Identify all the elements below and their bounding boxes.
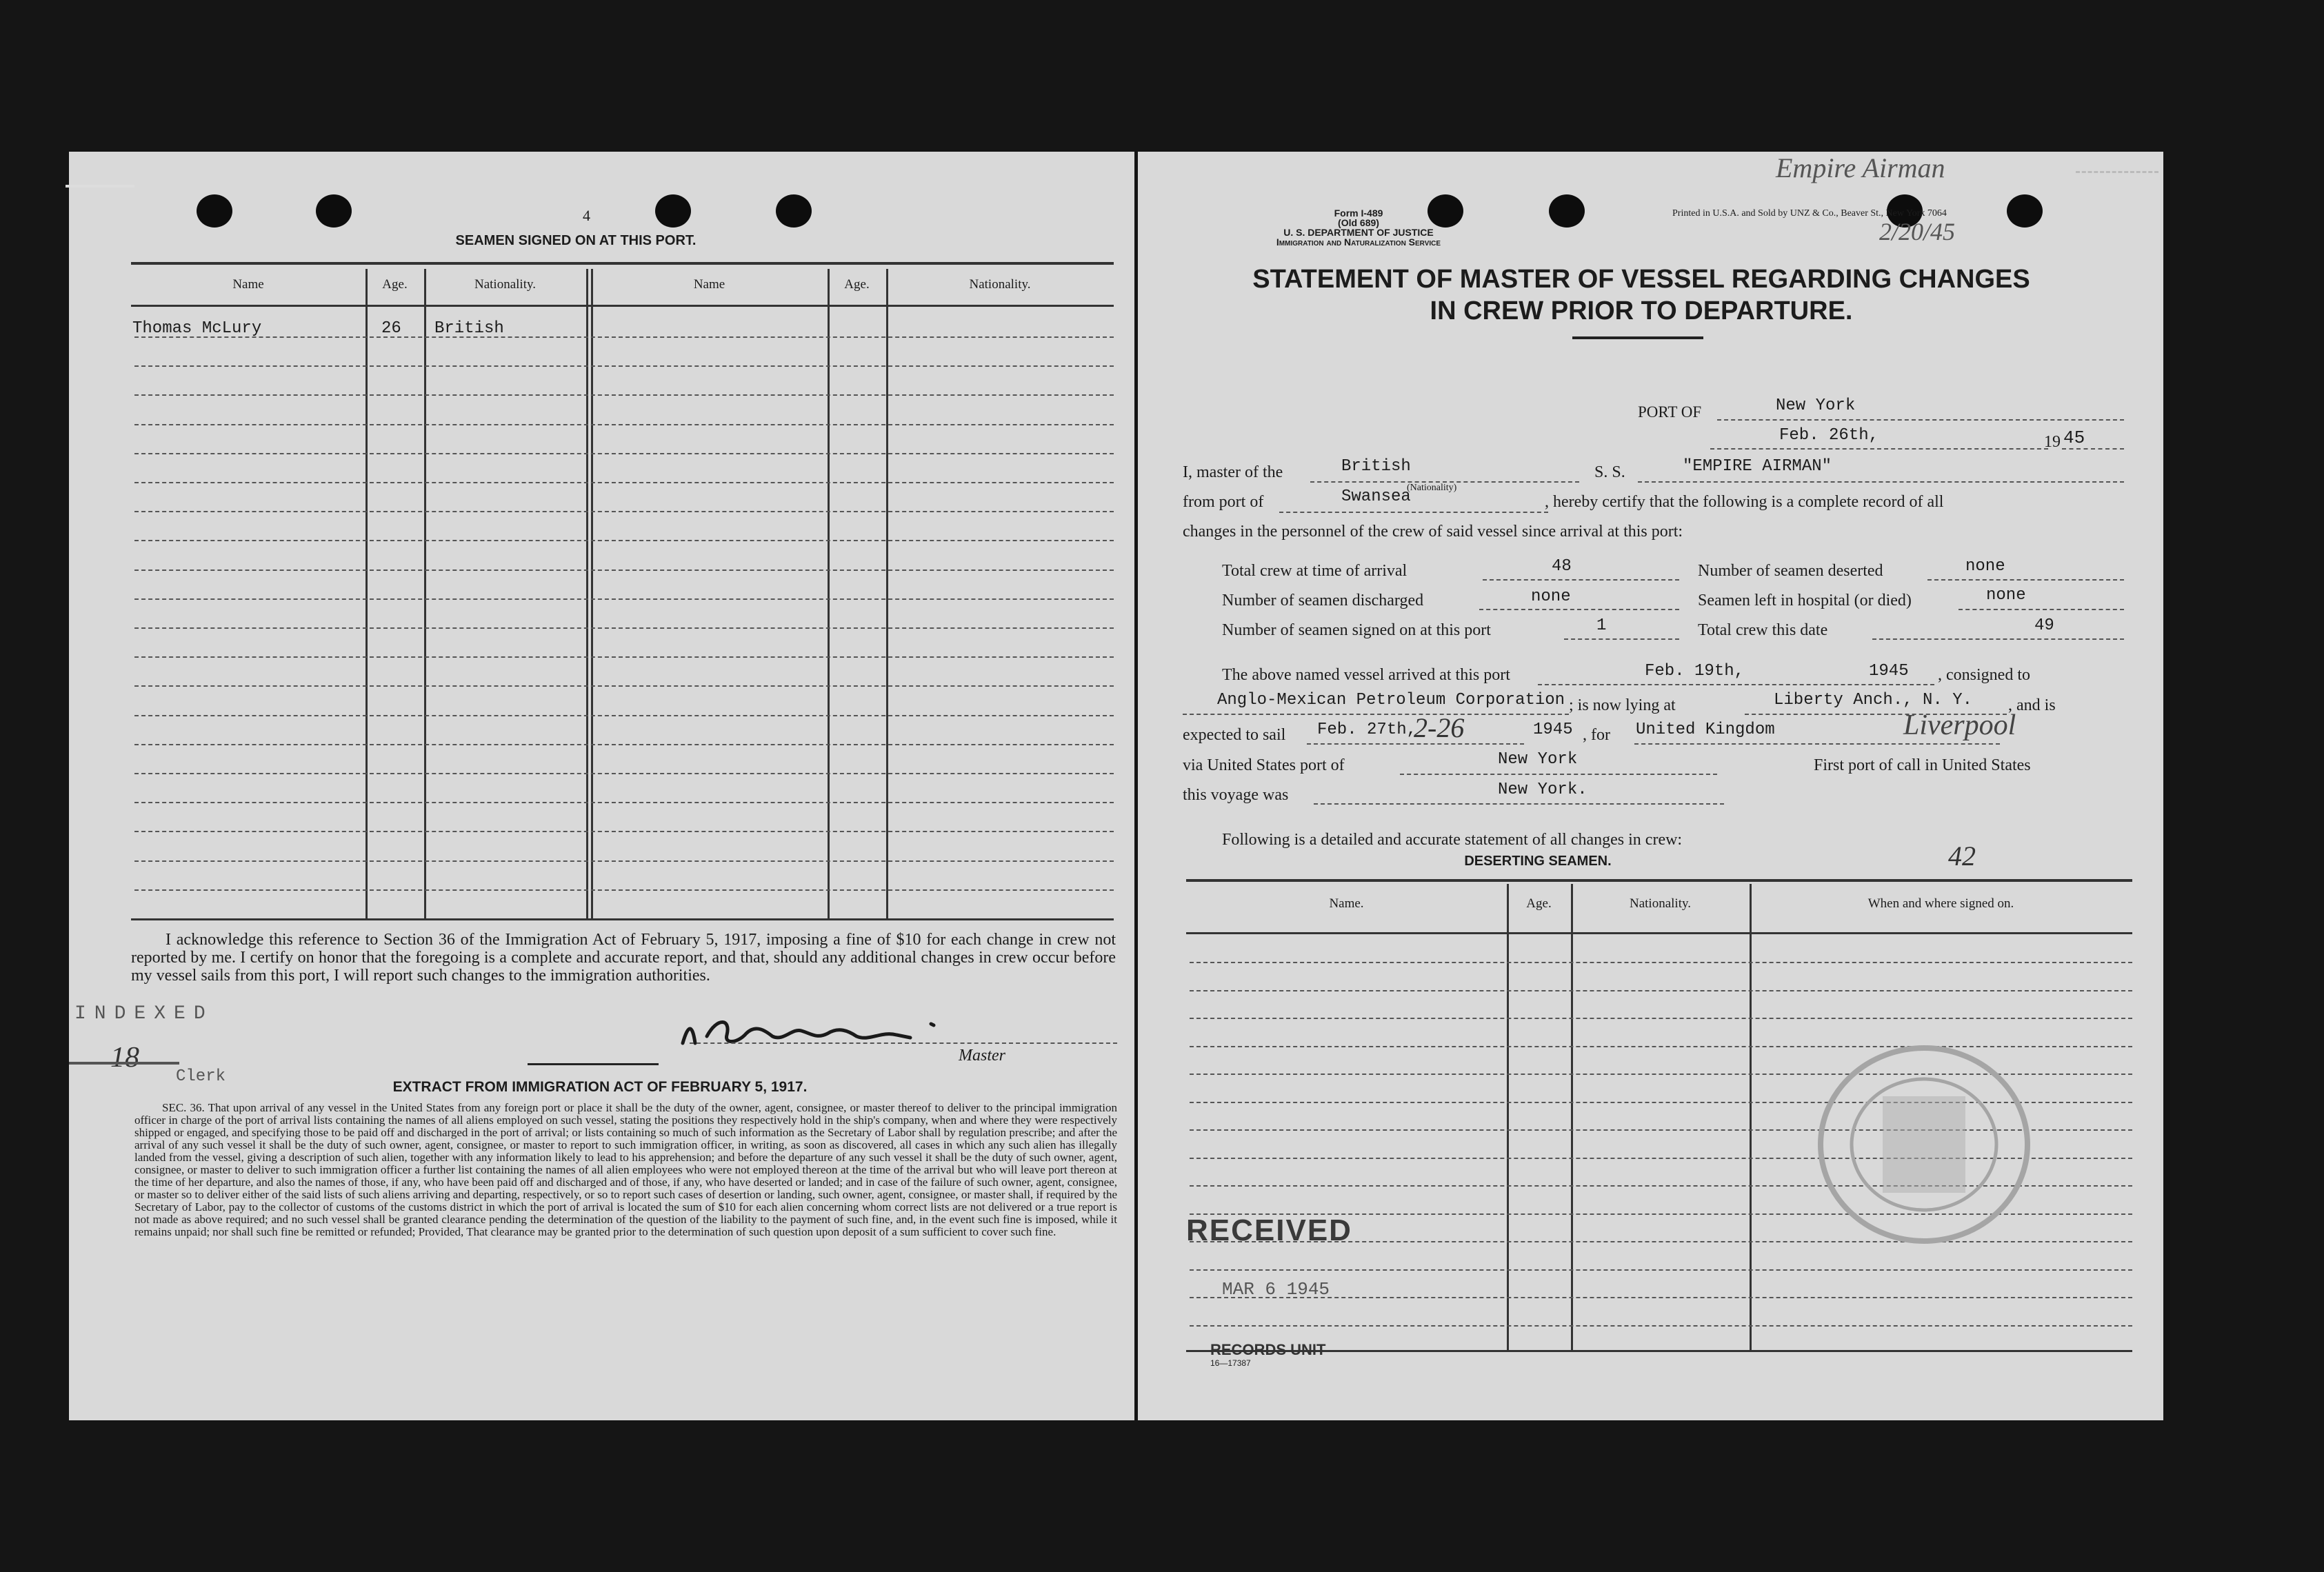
received-circular-stamp [1807, 1034, 2041, 1255]
signed-on-label: Number of seamen signed on at this port [1222, 621, 1491, 639]
hospital-label: Seamen left in hospital (or died) [1698, 592, 1912, 609]
form-title-line2: IN CREW PRIOR TO DEPARTURE. [1430, 296, 1853, 325]
received-date: MAR 6 1945 [1222, 1279, 1330, 1300]
arrived-label: The above named vessel arrived at this port [1222, 666, 1510, 684]
total-date-line [1872, 638, 2124, 640]
extract-title: EXTRACT FROM IMMIGRATION ACT OF FEBRUARY 5, 1917. [392, 1079, 808, 1095]
expected-line [1307, 743, 1524, 745]
table-row-line [134, 685, 1114, 687]
table-row-line [1190, 1297, 2132, 1298]
column-header: Age. [382, 277, 408, 292]
left-page [69, 152, 1134, 1420]
voyage-label: this voyage was [1183, 786, 1289, 804]
table-cell-nationality: British [434, 319, 504, 338]
first-port-label: First port of call in United States [1814, 756, 2031, 774]
table-row-line [134, 511, 1114, 512]
arrived-year-line [1724, 684, 1934, 685]
table-row-line [134, 424, 1114, 425]
handwritten-date: 2/20/45 [1879, 218, 1956, 245]
table-cell-name: Thomas McLury [132, 319, 262, 338]
column-divider [1750, 884, 1752, 1350]
desert-table-top [1186, 879, 2132, 882]
port-of-label: PORT OF [1638, 403, 1702, 421]
form-header [1262, 208, 1455, 247]
table-row-line [1190, 962, 2132, 963]
total-date-value: 49 [2034, 616, 2054, 635]
acknowledgement-text: I acknowledge this reference to Section 36 of the Immigration Act of February 5, 1917, imposing a fine of $10 for each change in crew not reported by me. I certify on honor that the foregoing is a complete and accurate report, and that, should any additional changes in crew occur before my vessel sails from this port, I will report such changes to the immigration authorities. [131, 931, 1116, 985]
table-row-line [134, 715, 1114, 716]
nationality-value: British [1341, 457, 1411, 476]
desert-table-header-rule [1186, 932, 2132, 934]
date-value: Feb. 26th, [1779, 426, 1879, 445]
expected-label: expected to sail [1183, 726, 1286, 744]
department-name: U. S. DEPARTMENT OF JUSTICE [1283, 227, 1434, 238]
arrived-line [1538, 684, 1721, 685]
page-number: 4 [583, 207, 590, 224]
column-header: Name. [1329, 896, 1364, 911]
destination-line [1634, 743, 2000, 745]
discharged-value: none [1531, 587, 1571, 606]
indexed-underline [69, 1062, 179, 1065]
table-row-line [134, 598, 1114, 600]
received-stamp: RECEIVED [1186, 1213, 1352, 1247]
lying-label: ; is now lying at [1569, 696, 1676, 714]
column-header: When and where signed on. [1867, 896, 2014, 911]
printer-note: Printed in U.S.A. and Sold by UNZ & Co., Beaver St., New York 7064 [1672, 208, 1947, 219]
punch-hole [2007, 194, 2043, 228]
handwritten-vessel-name: Empire Airman [1776, 152, 1945, 183]
form-title [1179, 263, 2103, 327]
consignee-value: Anglo-Mexican Petroleum Corporation [1217, 691, 1565, 709]
hospital-line [1959, 609, 2124, 610]
table-row-line [134, 482, 1114, 483]
arrived-value: Feb. 19th, [1645, 662, 1745, 681]
via-label: via United States port of [1183, 756, 1345, 774]
table-row-line [134, 570, 1114, 571]
deserted-line [1927, 579, 2124, 581]
punch-hole [1549, 194, 1585, 228]
column-divider [1571, 884, 1573, 1350]
handwritten-number: 42 [1948, 840, 1976, 871]
extract-rule [528, 1063, 659, 1065]
table-cell-age: 26 [381, 319, 401, 338]
deserted-value: none [1965, 557, 2005, 576]
desert-table-bottom [1186, 1350, 2132, 1352]
ship-name: "EMPIRE AIRMAN" [1683, 457, 1832, 476]
signed-on-value: 1 [1596, 616, 1607, 635]
indexed-number: 18 [110, 1042, 139, 1074]
and-is: , and is [2008, 696, 2056, 714]
table-row-line [134, 365, 1114, 367]
form-number: Form I-489 [1334, 208, 1383, 219]
table-row-line [134, 802, 1114, 803]
margin-mark [2076, 171, 2158, 173]
service-name: Immigration and Naturalization Service [1276, 236, 1441, 248]
expected-value: Feb. 27th, [1317, 720, 1417, 739]
hospital-value: none [1986, 586, 2026, 605]
from-port-value: Swansea [1341, 487, 1411, 506]
punch-hole [655, 194, 691, 228]
right-page [1138, 152, 2163, 1420]
extract-text: SEC. 36. That upon arrival of any vessel in the United States from any foreign port or place it shall be the duty of the owner, agent, consignee, or master thereof to deliver to the principal immigration officer in charge of the port of arrival lists containing the names of all aliens employed on such vessel, stating the positions they respectively hold in the ship's company, when and where they were respectively shipped or engaged, and specifying those to be paid off and discharged in the port of arrival; or lists containing so much of such information as the Secretary of Labor shall by regulation prescribe; and after the arrival of any such vessel it shall be the duty of such owner, agent, consignee, or master to report to such immigration officer, in writing, as soon as discovered, all cases in which any such alien has illegally landed from the vessel, giving a description of such alien, together with any information likely to lead to his apprehension; and before the departure of any such vessel it shall be the duty of such owner, agent, consignee, or master to deliver to such immigration officer a further list containing the names of all alien employees who were not employed thereon at the time of the arrival but who will leave port thereon at the time of her departure, and also the names of those, if any, who have been paid off and discharged and of those, if any, who have deserted or landed; and in case of the failure of such owner, agent, consignee, or master so to deliver either of the said lists of such aliens arriving and departing, respectively, or so to report such cases of desertion or landing, such owner, agent, consignee, or master shall, if required by the Secretary of Labor, pay to the collector of customs of the customs district in which the port of arrival is located the sum of $10 for each alien concerning whom correct lists are not delivered or a true report is not made as above required; and no such vessel shall be granted clearance pending the determination of the question of the liability to the payment of such fine, and, in the event such fine is imposed, while it remains unpaid; nor shall such fine be remitted or refunded; Provided, That clearance may be granted prior to the determination of such question upon deposit of a sum sufficient to cover such fine. [134, 1101, 1117, 1238]
port-of-line [1717, 419, 2124, 421]
consignee-line [1183, 714, 1569, 715]
form-old-number: (Old 689) [1338, 217, 1379, 228]
punch-hole [316, 194, 352, 228]
year-line [2062, 448, 2124, 450]
master-signature [669, 1003, 965, 1058]
expected-year: 1945 [1533, 720, 1573, 739]
nationality-caption: (Nationality) [1407, 483, 1457, 493]
clerk-label: Clerk [176, 1067, 226, 1086]
deserting-title: DESERTING SEAMEN. [1464, 854, 1612, 869]
table-row-line [134, 889, 1114, 891]
total-crew-value: 48 [1552, 557, 1572, 576]
voyage-line [1314, 803, 1724, 805]
ss-label: S. S. [1594, 463, 1625, 481]
form-code: 16—17387 [1210, 1358, 1251, 1368]
column-header: Name [693, 277, 725, 292]
consigned-label: , consigned to [1938, 666, 2030, 684]
table-row-line [134, 336, 1114, 338]
table-row-line [134, 540, 1114, 541]
signed-on-line [1564, 638, 1679, 640]
year-value: 45 [2063, 427, 2085, 448]
destination-handwritten: Liverpool [1903, 709, 2016, 741]
master-label: Master [959, 1047, 1005, 1065]
table-row-line [134, 773, 1114, 774]
signature-line [690, 1042, 1117, 1044]
ship-name-line [1638, 481, 2124, 483]
section-title: SEAMEN SIGNED ON AT THIS PORT. [455, 233, 697, 248]
voyage-value: New York. [1498, 780, 1587, 799]
punch-hole [197, 194, 232, 228]
column-divider [1507, 884, 1509, 1350]
table-row-line [134, 860, 1114, 862]
title-rule [1572, 336, 1703, 339]
lying-value: Liberty Anch., N. Y. [1774, 691, 1973, 709]
table-row-line [1190, 1018, 2132, 1019]
column-header: Nationality. [1630, 896, 1691, 911]
margin-mark [66, 185, 134, 188]
table-row-line [1190, 1325, 2132, 1327]
punch-hole [776, 194, 812, 228]
column-header: Nationality. [969, 277, 1031, 292]
certify-text: , hereby certify that the following is a complete record of all [1545, 493, 1944, 511]
destination-value: United Kingdom [1636, 720, 1775, 739]
via-line [1400, 774, 1717, 775]
table-row-line [134, 831, 1114, 832]
from-port-line [1279, 512, 1548, 513]
column-header: Age. [1526, 896, 1552, 911]
total-date-label: Total crew this date [1698, 621, 1828, 639]
following-text: Following is a detailed and accurate statement of all changes in crew: [1222, 831, 1683, 849]
records-unit-stamp: RECORDS UNIT [1210, 1341, 1326, 1358]
table-row-line [134, 453, 1114, 454]
column-header: Age. [844, 277, 870, 292]
master-of-label: I, master of the [1183, 463, 1283, 481]
date-line [1710, 448, 2048, 450]
total-crew-label: Total crew at time of arrival [1222, 562, 1408, 580]
indexed-stamp: INDEXED [74, 1003, 214, 1025]
port-of-value: New York [1776, 396, 1856, 415]
discharged-label: Number of seamen discharged [1222, 592, 1424, 609]
column-header: Nationality. [474, 277, 536, 292]
table-bottom-rule [131, 918, 1114, 920]
table-row-line [1190, 990, 2132, 991]
total-crew-line [1483, 579, 1679, 581]
table-row-line [134, 744, 1114, 745]
table-row-line [134, 656, 1114, 658]
table-row-line [1190, 1269, 2132, 1271]
for-label: , for [1583, 726, 1610, 744]
via-value: New York [1498, 750, 1578, 769]
deserted-label: Number of seamen deserted [1698, 562, 1883, 580]
table-header-rule [131, 305, 1114, 307]
column-header: Name [232, 277, 264, 292]
arrived-year: 1945 [1869, 662, 1909, 681]
from-port-label: from port of [1183, 493, 1264, 511]
discharged-line [1479, 609, 1679, 610]
expected-handwritten: 2-26 [1414, 712, 1465, 743]
table-top-rule [131, 262, 1114, 265]
table-row-line [134, 627, 1114, 629]
table-row-line [134, 394, 1114, 396]
year-prefix: 19 [2044, 433, 2061, 451]
form-title-line1: STATEMENT OF MASTER OF VESSEL REGARDING CHANGES [1252, 265, 2030, 294]
changes-text: changes in the personnel of the crew of said vessel since arrival at this port: [1183, 523, 1683, 541]
